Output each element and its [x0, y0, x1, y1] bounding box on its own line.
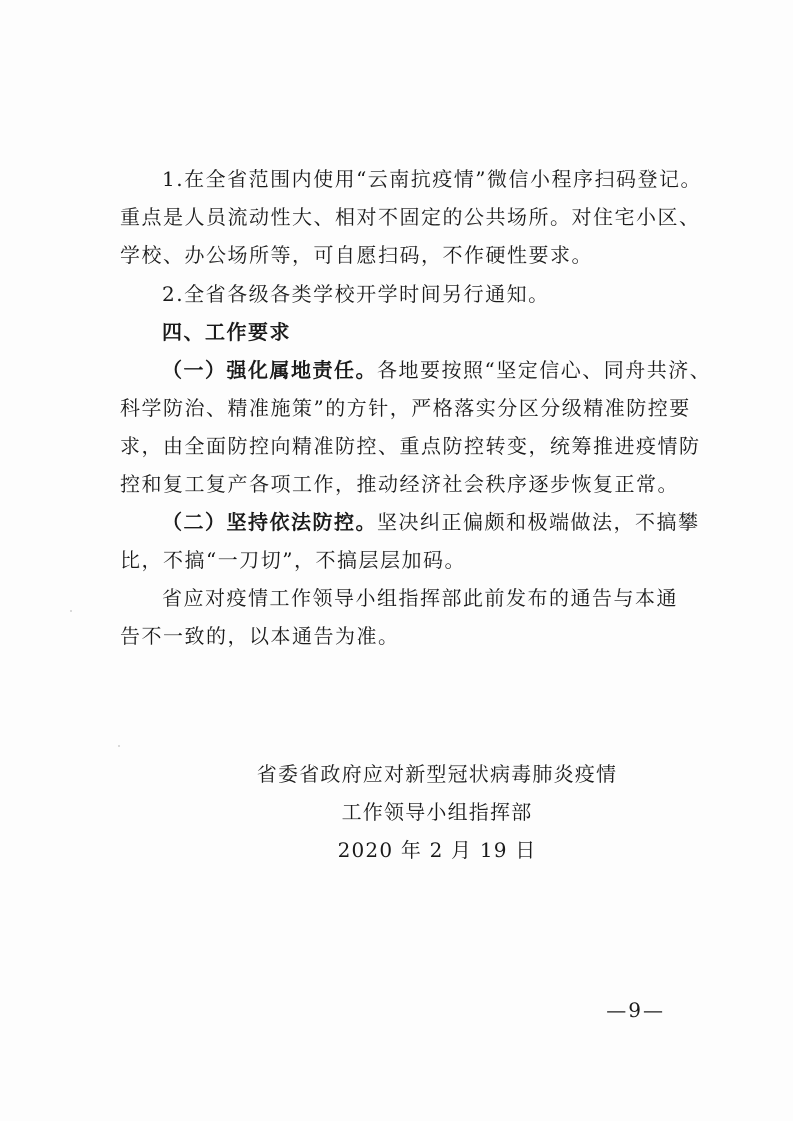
sub1-line2: 科学防治、精准施策”的方针，严格落实分区分级精准防控要	[120, 396, 691, 420]
page-number: —9—	[606, 998, 665, 1022]
scan-speck	[118, 745, 120, 747]
signature-org-line2: 工作领导小组指挥部	[341, 800, 533, 824]
sub2-line1	[162, 508, 700, 536]
closing-line2: 告不一致的，以本通告为准。	[120, 624, 400, 648]
signature-org-line1: 省委省政府应对新型冠状病毒肺炎疫情	[256, 762, 618, 786]
scan-speck	[70, 610, 72, 612]
sub2-rest: 坚决纠正偏颇和极端做法，不搞攀	[377, 510, 700, 534]
closing-line1: 省应对疫情工作领导小组指挥部此前发布的通告与本通	[162, 586, 678, 610]
signature-date: 2020 年 2 月 19 日	[337, 838, 537, 862]
sub1-line4: 控和复工复产各项工作，推动经济社会秩序逐步恢复正常。	[120, 472, 679, 496]
section-heading: 四、工作要求	[162, 320, 291, 344]
item1-line1: 1.在全省范围内使用“云南抗疫情”微信小程序扫码登记。	[162, 167, 703, 191]
item1-line2: 重点是人员流动性大、相对不固定的公共场所。对住宅小区、	[120, 205, 701, 229]
sub2-line2: 比，不搞“一刀切”，不搞层层加码。	[120, 548, 466, 572]
sub2-lead: （二）坚持依法防控。	[162, 510, 377, 534]
sub1-lead: （一）强化属地责任。	[162, 358, 377, 382]
sub1-rest: 各地要按照“坚定信心、同舟共济、	[377, 358, 712, 382]
sub1-line1	[162, 356, 711, 384]
item1-line3: 学校、办公场所等，可自愿扫码，不作硬性要求。	[120, 243, 593, 267]
sub1-line3: 求，由全面防控向精准防控、重点防控转变，统筹推进疫情防	[120, 434, 701, 458]
item2-line1: 2.全省各级各类学校开学时间另行通知。	[162, 282, 550, 306]
